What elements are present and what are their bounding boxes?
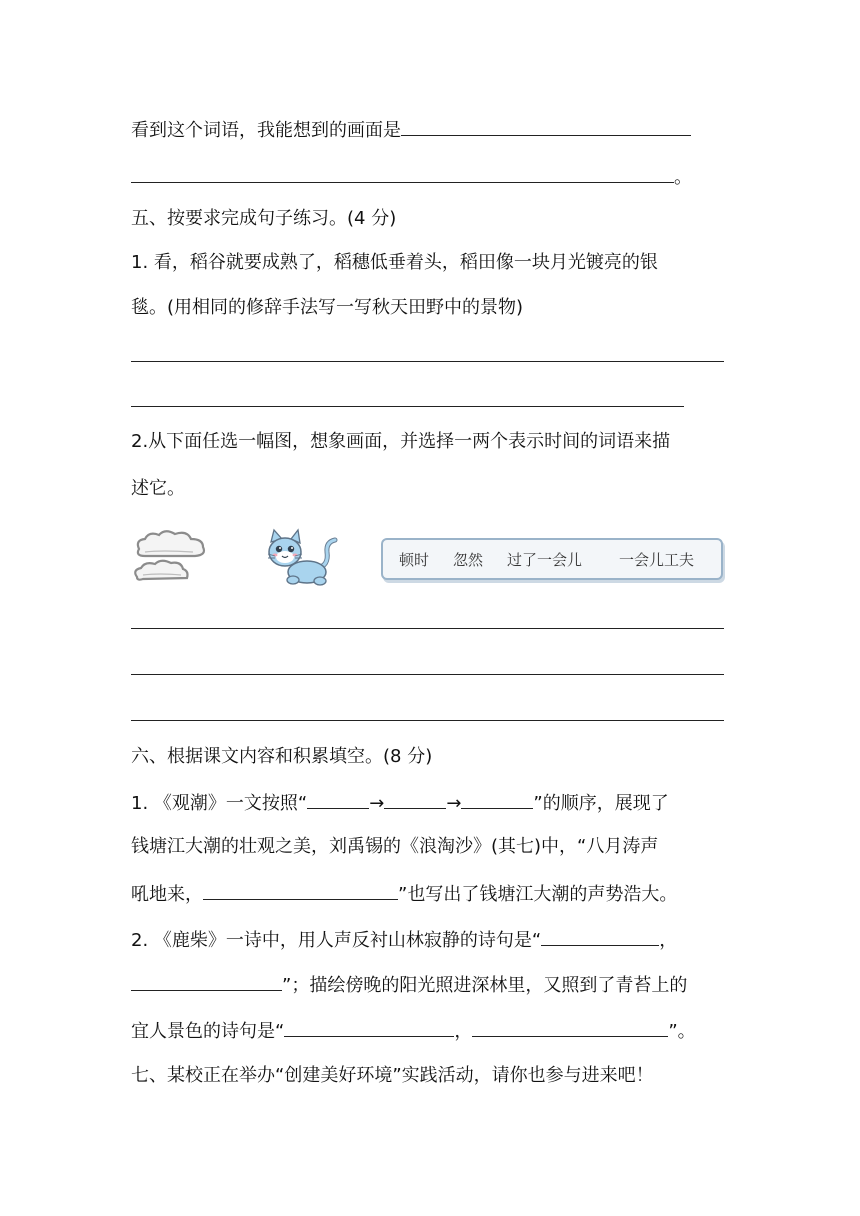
q4-answer-line-2: [131, 164, 692, 190]
s5-q1-line1: 1. 看，稻谷就要成熟了，稻穗低垂着头，稻田像一块月光镀亮的银: [131, 252, 658, 273]
s6-q2-line3-prefix: 宜人景色的诗句是“: [131, 1021, 285, 1042]
time-words-box: [381, 538, 723, 580]
answer-blank[interactable]: [131, 972, 282, 991]
section6-heading: 六、根据课文内容和积累填空。(8 分): [131, 746, 433, 767]
end-quote: ”。: [668, 1021, 696, 1042]
time-word: 一会儿工夫: [619, 551, 695, 569]
s5-q2-line2: 述它。: [131, 478, 185, 499]
kitten-image: [265, 528, 340, 590]
time-word: 顿时: [399, 551, 430, 569]
answer-blank[interactable]: [131, 164, 674, 183]
arrow-glyph: →: [446, 793, 462, 814]
answer-blank[interactable]: [541, 927, 659, 946]
s6-q1-line3: [131, 881, 677, 907]
answer-line[interactable]: [131, 628, 724, 629]
s6-q1-line3-prefix: 吼地来，: [131, 884, 203, 905]
arrow-glyph: →: [369, 793, 385, 814]
s6-q2-line3: [131, 1018, 696, 1044]
time-word: 忽然: [453, 551, 484, 569]
answer-line[interactable]: [131, 674, 724, 675]
answer-line[interactable]: [131, 720, 724, 721]
s6-q2-line2-suffix: ”；描绘傍晚的阳光照进深林里，又照到了青苔上的: [282, 975, 688, 996]
cloud-image: [131, 525, 211, 587]
s6-q1-line3-suffix: ”也写出了钱塘江大潮的声势浩大。: [398, 884, 678, 905]
q4-prompt: 看到这个词语，我能想到的画面是: [131, 120, 401, 141]
answer-blank[interactable]: [384, 790, 446, 809]
end-mark: 。: [674, 167, 692, 188]
answer-blank[interactable]: [461, 790, 533, 809]
s5-q2-line1: 2.从下面任选一幅图，想象画面，并选择一两个表示时间的词语来描: [131, 431, 671, 452]
answer-blank[interactable]: [472, 1018, 668, 1037]
answer-line[interactable]: [131, 406, 684, 407]
s6-q1-line2: 钱塘江大潮的壮观之美，刘禹锡的《浪淘沙》(其七)中，“八月涛声: [131, 836, 659, 857]
s6-q2-prefix: 2. 《鹿柴》一诗中，用人声反衬山林寂静的诗句是“: [131, 930, 542, 951]
comma: ，: [659, 930, 678, 951]
q4-answer-line-1: [131, 117, 691, 143]
section7-heading: 七、某校正在举办“创建美好环境”实践活动，请你也参与进来吧！: [131, 1065, 654, 1086]
answer-blank[interactable]: [307, 790, 369, 809]
s6-q1-prefix: 1. 《观潮》一文按照“: [131, 793, 308, 814]
time-word: 过了一会儿: [507, 551, 583, 569]
s6-q2-line1: [131, 927, 677, 953]
s5-q1-line2: 毯。(用相同的修辞手法写一写秋天田野中的景物): [131, 297, 524, 318]
s6-q1-suffix: ”的顺序，展现了: [533, 793, 669, 814]
section5-heading: 五、按要求完成句子练习。(4 分): [131, 208, 397, 229]
answer-blank[interactable]: [401, 117, 691, 136]
answer-blank[interactable]: [203, 881, 398, 900]
s6-q1-line1: [131, 790, 669, 816]
answer-blank[interactable]: [284, 1018, 454, 1037]
comma: ，: [454, 1021, 473, 1042]
answer-line[interactable]: [131, 361, 724, 362]
s6-q2-line2: [131, 972, 687, 998]
